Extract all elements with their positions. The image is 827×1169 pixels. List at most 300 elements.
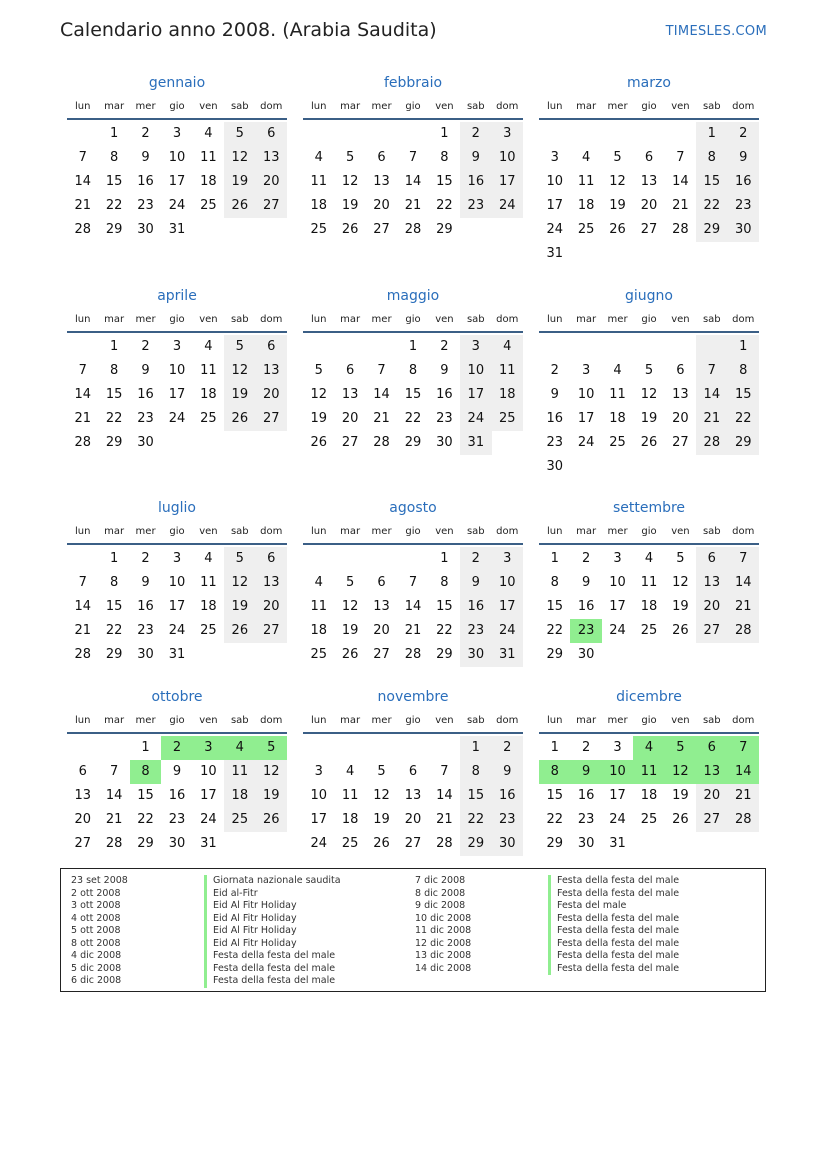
day-cell[interactable]: 2 (460, 547, 491, 571)
day-cell[interactable]: 15 (105, 387, 123, 402)
day-cell[interactable]: 28 (672, 222, 689, 237)
day-cell[interactable]: 23 (460, 194, 491, 218)
day-cell[interactable]: 28 (728, 808, 759, 832)
day-cell[interactable]: 28 (74, 435, 91, 450)
day-cell[interactable]: 8 (728, 359, 759, 383)
day-cell[interactable]: 21 (672, 198, 689, 213)
day-cell[interactable]: 9 (460, 571, 491, 595)
day-cell[interactable]: 14 (728, 760, 759, 784)
day-cell[interactable]: 5 (665, 736, 696, 760)
day-cell[interactable]: 25 (310, 647, 327, 662)
day-cell[interactable]: 21 (404, 198, 422, 213)
day-cell[interactable]: 24 (492, 619, 523, 643)
day-cell[interactable]: 18 (310, 623, 327, 638)
day-cell[interactable]: 25 (640, 623, 658, 638)
day-cell[interactable]: 29 (546, 836, 563, 851)
brand-logo-text[interactable]: TIMESLES.COM (665, 24, 767, 39)
day-cell[interactable]: 26 (640, 435, 658, 450)
day-cell[interactable]: 16 (436, 387, 453, 402)
day-cell[interactable]: 27 (640, 222, 658, 237)
day-cell[interactable]: 7 (377, 363, 386, 378)
day-cell[interactable]: 29 (105, 647, 123, 662)
day-cell[interactable]: 19 (224, 170, 255, 194)
day-cell[interactable]: 20 (256, 595, 287, 619)
day-cell[interactable]: 15 (436, 599, 453, 614)
day-cell[interactable]: 30 (460, 643, 491, 667)
day-cell[interactable]: 30 (577, 836, 595, 851)
day-cell[interactable]: 28 (74, 222, 91, 237)
day-cell[interactable]: 1 (696, 122, 727, 146)
day-cell[interactable]: 10 (168, 575, 186, 590)
day-cell[interactable]: 8 (130, 760, 161, 784)
day-cell[interactable]: 1 (109, 551, 119, 566)
day-cell[interactable]: 2 (460, 122, 491, 146)
day-cell[interactable]: 22 (546, 623, 563, 638)
day-cell[interactable]: 5 (377, 764, 386, 779)
day-cell[interactable]: 2 (728, 122, 759, 146)
day-cell[interactable]: 16 (460, 595, 491, 619)
day-cell[interactable]: 14 (74, 174, 91, 189)
day-cell[interactable]: 29 (436, 647, 453, 662)
day-cell[interactable]: 5 (314, 363, 323, 378)
day-cell[interactable]: 25 (577, 222, 595, 237)
day-cell[interactable]: 7 (408, 575, 418, 590)
day-cell[interactable]: 2 (440, 339, 449, 354)
day-cell[interactable]: 23 (570, 619, 601, 643)
day-cell[interactable]: 14 (74, 599, 91, 614)
day-cell[interactable]: 19 (672, 599, 689, 614)
day-cell[interactable]: 8 (109, 150, 119, 165)
day-cell[interactable]: 22 (460, 808, 491, 832)
day-cell[interactable]: 16 (460, 170, 491, 194)
day-cell[interactable]: 20 (672, 411, 689, 426)
day-cell[interactable]: 11 (633, 760, 664, 784)
day-cell[interactable]: 16 (137, 387, 154, 402)
day-cell[interactable]: 10 (168, 363, 186, 378)
day-cell[interactable]: 17 (168, 387, 186, 402)
day-cell[interactable]: 31 (168, 222, 186, 237)
day-cell[interactable]: 23 (137, 411, 154, 426)
day-cell[interactable]: 8 (408, 363, 418, 378)
day-cell[interactable]: 21 (404, 623, 422, 638)
day-cell[interactable]: 31 (609, 836, 626, 851)
day-cell[interactable]: 6 (256, 547, 287, 571)
day-cell[interactable]: 10 (310, 788, 327, 803)
day-cell[interactable]: 30 (137, 647, 154, 662)
day-cell[interactable]: 15 (546, 788, 563, 803)
day-cell[interactable]: 7 (728, 736, 759, 760)
day-cell[interactable]: 10 (492, 146, 523, 170)
day-cell[interactable]: 17 (492, 595, 523, 619)
day-cell[interactable]: 18 (341, 812, 359, 827)
day-cell[interactable]: 13 (373, 174, 390, 189)
day-cell[interactable]: 3 (172, 339, 182, 354)
day-cell[interactable]: 17 (168, 174, 186, 189)
day-cell[interactable]: 4 (613, 363, 622, 378)
day-cell[interactable]: 5 (676, 551, 685, 566)
day-cell[interactable]: 29 (728, 431, 759, 455)
day-cell[interactable]: 23 (137, 198, 154, 213)
day-cell[interactable]: 28 (373, 435, 390, 450)
day-cell[interactable]: 21 (728, 784, 759, 808)
day-cell[interactable]: 13 (341, 387, 359, 402)
day-cell[interactable]: 1 (109, 339, 119, 354)
day-cell[interactable]: 6 (696, 547, 727, 571)
day-cell[interactable]: 7 (408, 150, 418, 165)
day-cell[interactable]: 13 (256, 146, 287, 170)
day-cell[interactable]: 20 (696, 595, 727, 619)
day-cell[interactable]: 21 (105, 812, 123, 827)
day-cell[interactable]: 31 (492, 643, 523, 667)
day-cell[interactable]: 11 (200, 150, 217, 165)
day-cell[interactable]: 1 (550, 740, 559, 755)
day-cell[interactable]: 13 (696, 571, 727, 595)
day-cell[interactable]: 8 (109, 575, 119, 590)
day-cell[interactable]: 23 (137, 623, 154, 638)
day-cell[interactable]: 12 (224, 571, 255, 595)
day-cell[interactable]: 16 (137, 174, 154, 189)
day-cell[interactable]: 17 (546, 198, 563, 213)
day-cell[interactable]: 19 (224, 595, 255, 619)
day-cell[interactable]: 4 (204, 551, 213, 566)
day-cell[interactable]: 17 (200, 788, 217, 803)
day-cell[interactable]: 18 (200, 174, 217, 189)
day-cell[interactable]: 7 (440, 764, 449, 779)
day-cell[interactable]: 29 (546, 647, 563, 662)
day-cell[interactable]: 5 (345, 575, 355, 590)
day-cell[interactable]: 10 (200, 764, 217, 779)
day-cell[interactable]: 24 (577, 435, 595, 450)
day-cell[interactable]: 12 (341, 174, 359, 189)
day-cell[interactable]: 19 (609, 198, 626, 213)
day-cell[interactable]: 4 (224, 736, 255, 760)
day-cell[interactable]: 26 (609, 222, 626, 237)
day-cell[interactable]: 30 (546, 459, 563, 474)
day-cell[interactable]: 7 (78, 575, 87, 590)
day-cell[interactable]: 19 (373, 812, 390, 827)
day-cell[interactable]: 3 (172, 126, 182, 141)
day-cell[interactable]: 22 (105, 623, 123, 638)
day-cell[interactable]: 28 (404, 222, 422, 237)
day-cell[interactable]: 11 (200, 363, 217, 378)
day-cell[interactable]: 16 (137, 599, 154, 614)
day-cell[interactable]: 3 (550, 150, 559, 165)
day-cell[interactable]: 16 (577, 599, 595, 614)
day-cell[interactable]: 30 (137, 435, 154, 450)
day-cell[interactable]: 18 (200, 599, 217, 614)
day-cell[interactable]: 9 (581, 575, 591, 590)
day-cell[interactable]: 31 (546, 246, 563, 261)
day-cell[interactable]: 11 (200, 575, 217, 590)
day-cell[interactable]: 25 (224, 808, 255, 832)
day-cell[interactable]: 4 (492, 335, 523, 359)
day-cell[interactable]: 14 (696, 383, 727, 407)
day-cell[interactable]: 6 (377, 575, 386, 590)
day-cell[interactable]: 11 (640, 575, 658, 590)
day-cell[interactable]: 22 (105, 198, 123, 213)
day-cell[interactable]: 10 (546, 174, 563, 189)
day-cell[interactable]: 4 (314, 150, 323, 165)
day-cell[interactable]: 4 (345, 764, 355, 779)
day-cell[interactable]: 4 (633, 736, 664, 760)
day-cell[interactable]: 1 (460, 736, 491, 760)
day-cell[interactable]: 19 (341, 623, 359, 638)
day-cell[interactable]: 25 (341, 836, 359, 851)
day-cell[interactable]: 3 (460, 335, 491, 359)
day-cell[interactable]: 7 (696, 359, 727, 383)
day-cell[interactable]: 18 (492, 383, 523, 407)
day-cell[interactable]: 13 (256, 359, 287, 383)
day-cell[interactable]: 27 (256, 407, 287, 431)
day-cell[interactable]: 26 (224, 194, 255, 218)
day-cell[interactable]: 27 (404, 836, 422, 851)
day-cell[interactable]: 4 (644, 551, 654, 566)
day-cell[interactable]: 4 (314, 575, 323, 590)
day-cell[interactable]: 10 (460, 359, 491, 383)
day-cell[interactable]: 27 (256, 194, 287, 218)
day-cell[interactable]: 26 (373, 836, 390, 851)
day-cell[interactable]: 22 (404, 411, 422, 426)
day-cell[interactable]: 27 (256, 619, 287, 643)
day-cell[interactable]: 8 (109, 363, 119, 378)
day-cell[interactable]: 14 (404, 599, 422, 614)
day-cell[interactable]: 11 (609, 387, 626, 402)
day-cell[interactable]: 3 (613, 740, 622, 755)
day-cell[interactable]: 8 (539, 760, 570, 784)
day-cell[interactable]: 31 (200, 836, 217, 851)
day-cell[interactable]: 29 (404, 435, 422, 450)
day-cell[interactable]: 18 (609, 411, 626, 426)
day-cell[interactable]: 9 (141, 575, 150, 590)
day-cell[interactable]: 16 (168, 788, 186, 803)
day-cell[interactable]: 18 (200, 387, 217, 402)
day-cell[interactable]: 2 (141, 126, 150, 141)
day-cell[interactable]: 6 (256, 122, 287, 146)
day-cell[interactable]: 20 (696, 784, 727, 808)
day-cell[interactable]: 14 (404, 174, 422, 189)
day-cell[interactable]: 26 (341, 222, 359, 237)
day-cell[interactable]: 7 (109, 764, 119, 779)
day-cell[interactable]: 2 (161, 736, 192, 760)
day-cell[interactable]: 2 (550, 363, 559, 378)
day-cell[interactable]: 14 (728, 571, 759, 595)
day-cell[interactable]: 3 (492, 122, 523, 146)
day-cell[interactable]: 12 (373, 788, 390, 803)
day-cell[interactable]: 20 (373, 198, 390, 213)
day-cell[interactable]: 25 (200, 411, 217, 426)
day-cell[interactable]: 23 (546, 435, 563, 450)
day-cell[interactable]: 21 (373, 411, 390, 426)
day-cell[interactable]: 9 (570, 760, 601, 784)
day-cell[interactable]: 26 (224, 619, 255, 643)
day-cell[interactable]: 23 (492, 808, 523, 832)
day-cell[interactable]: 4 (581, 150, 591, 165)
day-cell[interactable]: 12 (224, 359, 255, 383)
day-cell[interactable]: 24 (168, 198, 186, 213)
day-cell[interactable]: 6 (408, 764, 418, 779)
day-cell[interactable]: 8 (550, 575, 559, 590)
day-cell[interactable]: 22 (137, 812, 154, 827)
day-cell[interactable]: 6 (644, 150, 654, 165)
day-cell[interactable]: 28 (436, 836, 453, 851)
day-cell[interactable]: 6 (345, 363, 355, 378)
day-cell[interactable]: 27 (341, 435, 359, 450)
day-cell[interactable]: 10 (168, 150, 186, 165)
day-cell[interactable]: 25 (200, 198, 217, 213)
day-cell[interactable]: 27 (373, 647, 390, 662)
day-cell[interactable]: 22 (546, 812, 563, 827)
day-cell[interactable]: 2 (581, 740, 591, 755)
day-cell[interactable]: 20 (404, 812, 422, 827)
day-cell[interactable]: 22 (696, 194, 727, 218)
day-cell[interactable]: 22 (728, 407, 759, 431)
day-cell[interactable]: 1 (550, 551, 559, 566)
day-cell[interactable]: 23 (168, 812, 186, 827)
day-cell[interactable]: 16 (577, 788, 595, 803)
day-cell[interactable]: 6 (377, 150, 386, 165)
day-cell[interactable]: 11 (224, 760, 255, 784)
day-cell[interactable]: 12 (672, 575, 689, 590)
day-cell[interactable]: 17 (577, 411, 595, 426)
day-cell[interactable]: 5 (256, 736, 287, 760)
day-cell[interactable]: 23 (436, 411, 453, 426)
day-cell[interactable]: 31 (460, 431, 491, 455)
day-cell[interactable]: 30 (168, 836, 186, 851)
day-cell[interactable]: 1 (109, 126, 119, 141)
day-cell[interactable]: 5 (224, 547, 255, 571)
day-cell[interactable]: 6 (676, 363, 685, 378)
day-cell[interactable]: 13 (373, 599, 390, 614)
day-cell[interactable]: 30 (436, 435, 453, 450)
day-cell[interactable]: 10 (609, 575, 626, 590)
day-cell[interactable]: 27 (74, 836, 91, 851)
day-cell[interactable]: 2 (141, 551, 150, 566)
day-cell[interactable]: 22 (436, 623, 453, 638)
day-cell[interactable]: 4 (204, 126, 213, 141)
day-cell[interactable]: 1 (440, 126, 449, 141)
day-cell[interactable]: 25 (200, 623, 217, 638)
day-cell[interactable]: 25 (310, 222, 327, 237)
day-cell[interactable]: 3 (314, 764, 323, 779)
day-cell[interactable]: 28 (404, 647, 422, 662)
day-cell[interactable]: 13 (74, 788, 91, 803)
day-cell[interactable]: 8 (696, 146, 727, 170)
day-cell[interactable]: 24 (460, 407, 491, 431)
day-cell[interactable]: 20 (341, 411, 359, 426)
day-cell[interactable]: 24 (492, 194, 523, 218)
day-cell[interactable]: 21 (728, 595, 759, 619)
day-cell[interactable]: 26 (256, 808, 287, 832)
day-cell[interactable]: 11 (310, 599, 327, 614)
day-cell[interactable]: 14 (74, 387, 91, 402)
day-cell[interactable]: 13 (256, 571, 287, 595)
day-cell[interactable]: 7 (676, 150, 685, 165)
day-cell[interactable]: 18 (640, 788, 658, 803)
day-cell[interactable]: 18 (640, 599, 658, 614)
day-cell[interactable]: 19 (640, 411, 658, 426)
day-cell[interactable]: 16 (492, 784, 523, 808)
day-cell[interactable]: 24 (609, 812, 626, 827)
day-cell[interactable]: 4 (204, 339, 213, 354)
day-cell[interactable]: 20 (256, 383, 287, 407)
day-cell[interactable]: 29 (436, 222, 453, 237)
day-cell[interactable]: 5 (644, 363, 654, 378)
day-cell[interactable]: 9 (172, 764, 182, 779)
day-cell[interactable]: 31 (168, 647, 186, 662)
day-cell[interactable]: 29 (137, 836, 154, 851)
day-cell[interactable]: 14 (436, 788, 453, 803)
day-cell[interactable]: 26 (672, 623, 689, 638)
day-cell[interactable]: 26 (672, 812, 689, 827)
day-cell[interactable]: 9 (550, 387, 559, 402)
day-cell[interactable]: 15 (696, 170, 727, 194)
day-cell[interactable]: 14 (373, 387, 390, 402)
day-cell[interactable]: 5 (613, 150, 622, 165)
day-cell[interactable]: 19 (672, 788, 689, 803)
day-cell[interactable]: 7 (78, 150, 87, 165)
day-cell[interactable]: 23 (728, 194, 759, 218)
day-cell[interactable]: 8 (460, 760, 491, 784)
day-cell[interactable]: 12 (310, 387, 327, 402)
day-cell[interactable]: 3 (613, 551, 622, 566)
day-cell[interactable]: 29 (460, 832, 491, 856)
day-cell[interactable]: 9 (492, 760, 523, 784)
day-cell[interactable]: 15 (728, 383, 759, 407)
day-cell[interactable]: 26 (224, 407, 255, 431)
day-cell[interactable]: 12 (609, 174, 626, 189)
day-cell[interactable]: 9 (460, 146, 491, 170)
day-cell[interactable]: 17 (492, 170, 523, 194)
day-cell[interactable]: 10 (577, 387, 595, 402)
day-cell[interactable]: 29 (105, 435, 123, 450)
day-cell[interactable]: 22 (436, 198, 453, 213)
day-cell[interactable]: 26 (310, 435, 327, 450)
day-cell[interactable]: 25 (609, 435, 626, 450)
day-cell[interactable]: 17 (609, 788, 626, 803)
day-cell[interactable]: 28 (696, 431, 727, 455)
day-cell[interactable]: 9 (440, 363, 449, 378)
day-cell[interactable]: 18 (224, 784, 255, 808)
day-cell[interactable]: 17 (460, 383, 491, 407)
day-cell[interactable]: 21 (696, 407, 727, 431)
day-cell[interactable]: 6 (256, 335, 287, 359)
day-cell[interactable]: 9 (728, 146, 759, 170)
day-cell[interactable]: 21 (436, 812, 453, 827)
day-cell[interactable]: 6 (696, 736, 727, 760)
day-cell[interactable]: 9 (141, 150, 150, 165)
day-cell[interactable]: 28 (105, 836, 123, 851)
day-cell[interactable]: 30 (577, 647, 595, 662)
day-cell[interactable]: 17 (609, 599, 626, 614)
day-cell[interactable]: 9 (141, 363, 150, 378)
day-cell[interactable]: 5 (345, 150, 355, 165)
day-cell[interactable]: 27 (696, 808, 727, 832)
day-cell[interactable]: 21 (74, 623, 91, 638)
day-cell[interactable]: 20 (74, 812, 91, 827)
day-cell[interactable]: 15 (436, 174, 453, 189)
day-cell[interactable]: 25 (492, 407, 523, 431)
day-cell[interactable]: 24 (546, 222, 563, 237)
day-cell[interactable]: 16 (728, 170, 759, 194)
day-cell[interactable]: 30 (728, 218, 759, 242)
day-cell[interactable]: 14 (105, 788, 123, 803)
day-cell[interactable]: 3 (581, 363, 591, 378)
day-cell[interactable]: 13 (672, 387, 689, 402)
day-cell[interactable]: 29 (696, 218, 727, 242)
day-cell[interactable]: 17 (168, 599, 186, 614)
day-cell[interactable]: 19 (224, 383, 255, 407)
day-cell[interactable]: 1 (408, 339, 418, 354)
